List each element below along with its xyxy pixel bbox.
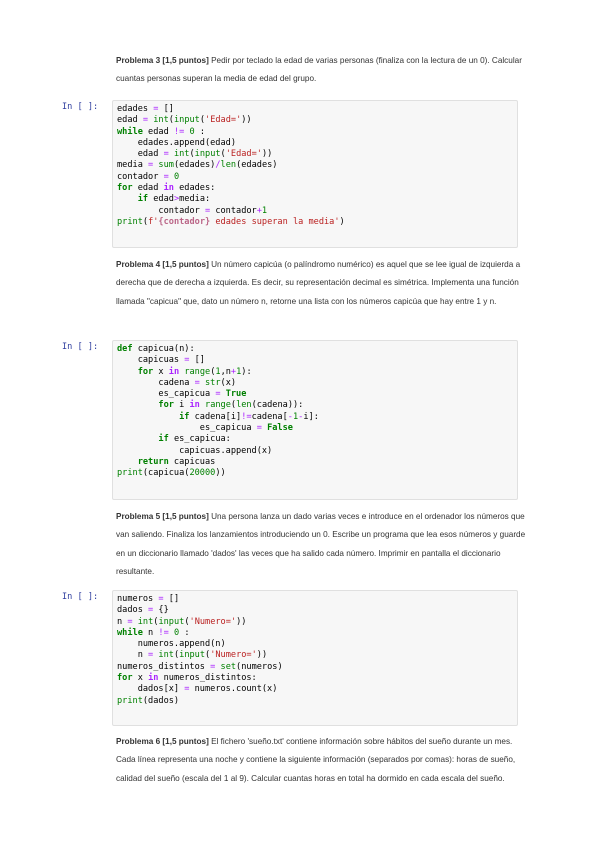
cell-3-prompt: In [ ]:	[62, 592, 99, 602]
problem-3-title: Problema 3 [1,5 puntos]	[116, 56, 209, 65]
problem-5-text: Una persona lanza un dado varias veces e introduce en el ordenador los números que van saliendo. Finaliza los lanzamientos introduciendo un 0. Escribe un programa que lea esos números y guarde en un diccionario llamado 'dados' las veces que ha salido cada número. Imprimir en pantalla el diccionario resultante.	[116, 512, 526, 576]
problem-3-text: Pedir por teclado la edad de varias personas (finaliza con la lectura de un 0). Calcular cuantas personas superan la media de edad del grupo.	[116, 56, 522, 84]
markdown-cell-problem-6	[116, 733, 526, 788]
markdown-cell-problem-3	[116, 52, 526, 89]
markdown-cell-problem-4	[116, 256, 526, 311]
problem-4-text: Un número capicúa (o palíndromo numérico) es aquel que se lee igual de izquierda a derecha que de derecha a izquierda. Es decir, su representación decimal es simétrica. Implementa una función llamada "capicua" que, dato un número n, retorne una lista con los números capicúa que hay entre 1 y n.	[116, 260, 521, 306]
code-editor-3[interactable]	[112, 590, 518, 726]
code-3-text[interactable]: numeros = [] dados = {} n = int(input('Numero=')) while n != 0 : numeros.append(n) n = int(input('Numero=')) numeros_distintos = set(numeros) for x in numeros_distintos: dados[x] = numeros.count(x) print(dados)	[117, 594, 283, 706]
problem-6-text: El fichero 'sueño.txt' contiene información sobre hábitos del sueño durante un mes. Cada línea representa una noche y contiene la siguiente información (separados por comas): horas de sueño, calidad del sueño (escala del 1 al 9). Calcular cuantas horas en total ha dormido en cada escala del sueño.	[116, 737, 516, 783]
markdown-cell-problem-5	[116, 508, 526, 581]
cell-2-prompt: In [ ]:	[62, 342, 99, 352]
problem-5-title: Problema 5 [1,5 puntos]	[116, 512, 209, 521]
problem-6-title: Problema 6 [1,5 puntos]	[116, 737, 209, 746]
problem-4-title: Problema 4 [1,5 puntos]	[116, 260, 209, 269]
code-editor-1[interactable]	[112, 100, 518, 248]
code-editor-2[interactable]	[112, 340, 518, 500]
code-2-text[interactable]: def capicua(n): capicuas = [] for x in range(1,n+1): cadena = str(x) es_capicua = True for i in range(len(cadena)): if cadena[i]!=cadena[-1-i]: es_capicua = False if es_capicua: capicuas.append(x) return capicuas print(capicua(20000))	[117, 344, 319, 479]
cell-1-prompt: In [ ]:	[62, 102, 99, 112]
code-1-text[interactable]: edades = [] edad = int(input('Edad=')) while edad != 0 : edades.append(edad) edad = int(input('Edad=')) media = sum(edades)/len(edades) contador = 0 for edad in edades: if edad>media: contador = contador+1 print(f'{contador} edades superan la media')	[117, 104, 345, 227]
